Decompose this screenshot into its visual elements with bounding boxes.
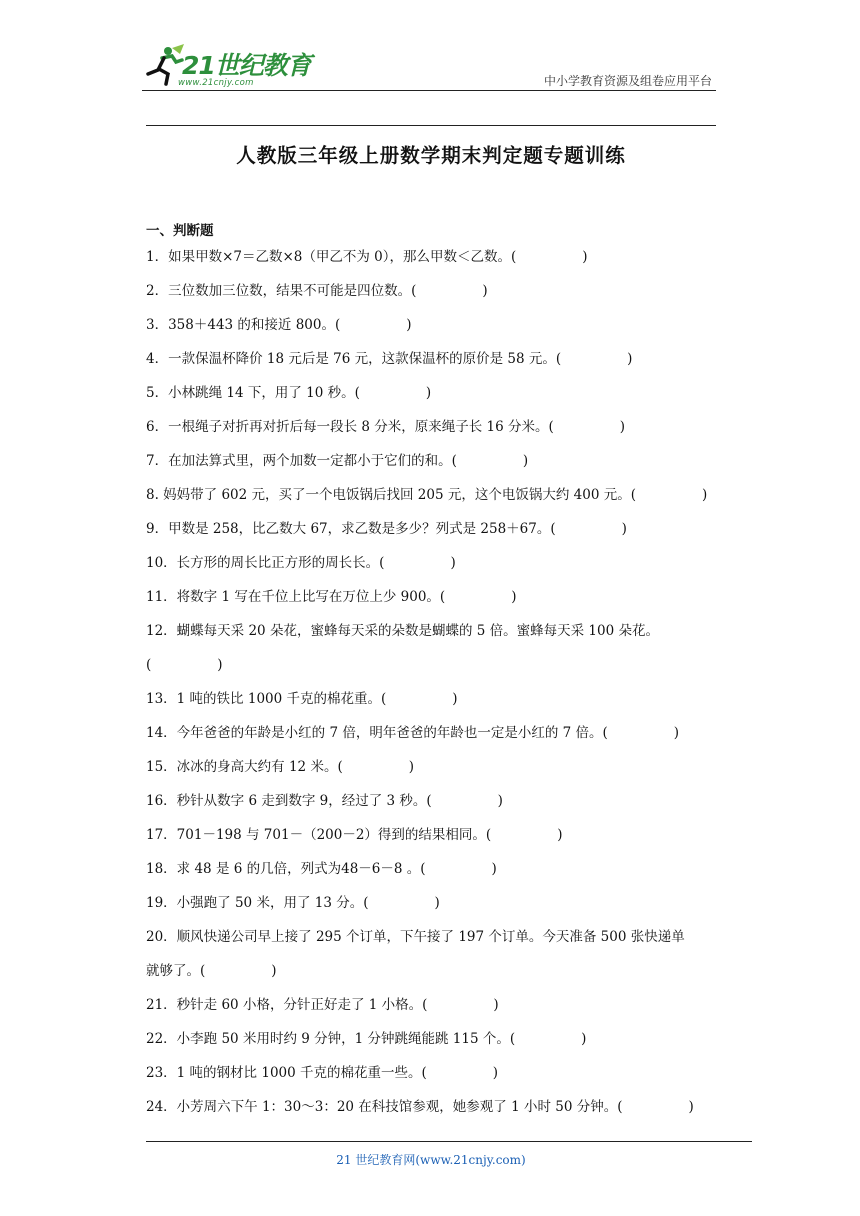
question-text: 5．小林跳绳 14 下，用了 10 秒。( [146,385,360,401]
answer-blank[interactable]: ) [582,249,588,265]
question-item [146,682,718,716]
page-title: 人教版三年级上册数学期末判定题专题训练 [236,144,626,167]
section-heading: 一、判断题 [146,223,214,239]
question-item [146,444,718,478]
question-item [146,716,718,750]
page-header [142,38,716,90]
question-item [146,784,718,818]
answer-blank[interactable]: ) [493,997,499,1013]
question-item [146,1090,718,1124]
question-item [146,478,718,512]
question-text: 2．三位数加三位数，结果不可能是四位数。( [146,283,417,299]
question-text: 16．秒针从数字 6 走到数字 9，经过了 3 秒。( [146,793,432,809]
answer-blank[interactable]: ) [673,725,680,741]
answer-blank[interactable]: ) [557,827,563,843]
question-text: 11．将数字 1 写在千位上比写在万位上少 900。( [146,589,446,605]
question-item [146,512,718,546]
answer-blank[interactable]: ) [621,521,627,537]
question-item [146,614,718,682]
header-divider [142,90,716,91]
answer-blank[interactable]: ) [450,555,456,571]
question-item [146,274,718,308]
question-text: ( [146,657,152,673]
question-text: 8. 妈妈带了 602 元，买了一个电饭锅后找回 205 元，这个电饭锅大约 400 元。( [146,487,636,503]
answer-blank[interactable]: ) [688,1099,694,1115]
question-text: 9．甲数是 258，比乙数大 67，求乙数是多少？列式是 258＋67。( [146,521,556,537]
question-item [146,308,718,342]
answer-blank[interactable]: ) [425,385,432,401]
question-item [146,886,718,920]
footer-divider [146,1141,752,1142]
question-item [146,240,718,274]
question-item [146,376,718,410]
answer-blank[interactable]: ) [497,793,503,809]
answer-blank[interactable]: ) [511,589,517,605]
answer-blank[interactable]: ) [408,759,414,775]
question-text: 4．一款保温杯降价 18 元后是 76 元，这款保温杯的原价是 58 元。( [146,351,562,367]
question-text: 23．1 吨的钢材比 1000 千克的棉花重一些。( [146,1065,427,1081]
question-item [146,546,718,580]
question-item [146,410,718,444]
question-text: 7．在加法算式里，两个加数一定都小于它们的和。( [146,453,457,469]
question-text: 21．秒针走 60 小格，分针正好走了 1 小格。( [146,997,428,1013]
logo-url: www.21cnjy.com [178,78,254,88]
answer-blank[interactable]: ) [491,861,497,877]
question-text: 24．小芳周六下午 1：30～3：20 在科技馆参观，她参观了 1 小时 50 分钟。( [146,1099,623,1115]
question-text: 1．如果甲数×7＝乙数×8（甲乙不为 0），那么甲数＜乙数。( [146,249,517,265]
question-text: 10．长方形的周长比正方形的周长长。( [146,555,385,571]
answer-blank[interactable]: ) [581,1031,587,1047]
question-item [146,342,718,376]
answer-blank[interactable]: ) [522,453,529,469]
question-text: 12．蝴蝶每天采 20 朵花，蜜蜂每天采的朵数是蝴蝶的 5 倍。蜜蜂每天采 100 朵花。 [146,623,659,639]
question-text: 15．冰冰的身高大约有 12 米。( [146,759,343,775]
answer-blank[interactable]: ) [482,283,488,299]
question-text: 17．701－198 与 701－（200－2）得到的结果相同。( [146,827,492,843]
question-item [146,750,718,784]
answer-blank[interactable]: ) [406,317,412,333]
answer-blank[interactable]: ) [434,895,440,911]
question-item [146,852,718,886]
site-logo [142,42,312,86]
title-rule [146,125,716,126]
question-item [146,818,718,852]
answer-blank[interactable]: ) [619,419,626,435]
question-text: 19．小强跑了 50 米，用了 13 分。( [146,895,369,911]
answer-blank[interactable]: ) [217,657,223,673]
question-text: 18．求 48 是 6 的几倍，列式为48－6－8 。( [146,861,426,877]
question-text: 6．一根绳子对折再对折后每一段长 8 分米，原来绳子长 16 分米。( [146,419,554,435]
question-text: 22．小李跑 50 米用时约 9 分钟，1 分钟跳绳能跳 115 个。( [146,1031,516,1047]
answer-blank[interactable]: ) [452,691,458,707]
question-item [146,920,718,988]
answer-blank[interactable]: ) [492,1065,499,1081]
question-text: 3．358＋443 的和接近 800。( [146,317,341,333]
answer-blank[interactable]: ) [627,351,633,367]
logo-text: 21世纪教育 [182,51,311,80]
header-tagline: 中小学教育资源及组卷应用平台 [543,74,712,88]
answer-blank[interactable]: ) [271,963,277,979]
footer-text: 21 世纪教育网(www.21cnjy.com) [336,1153,526,1167]
question-list [146,240,718,1124]
question-item [146,988,718,1022]
question-text: 20．顺风快递公司早上接了 295 个订单，下午接了 197 个订单。今天准备 500 张快递单 [146,929,685,945]
question-text: 14．今年爸爸的年龄是小红的 7 倍，明年爸爸的年龄也一定是小红的 7 倍。( [146,725,608,741]
answer-blank[interactable]: ) [702,487,708,503]
question-text: 就够了。( [146,963,206,979]
question-item [146,1022,718,1056]
question-item [146,580,718,614]
question-text: 13．1 吨的铁比 1000 千克的棉花重。( [146,691,387,707]
question-item [146,1056,718,1090]
